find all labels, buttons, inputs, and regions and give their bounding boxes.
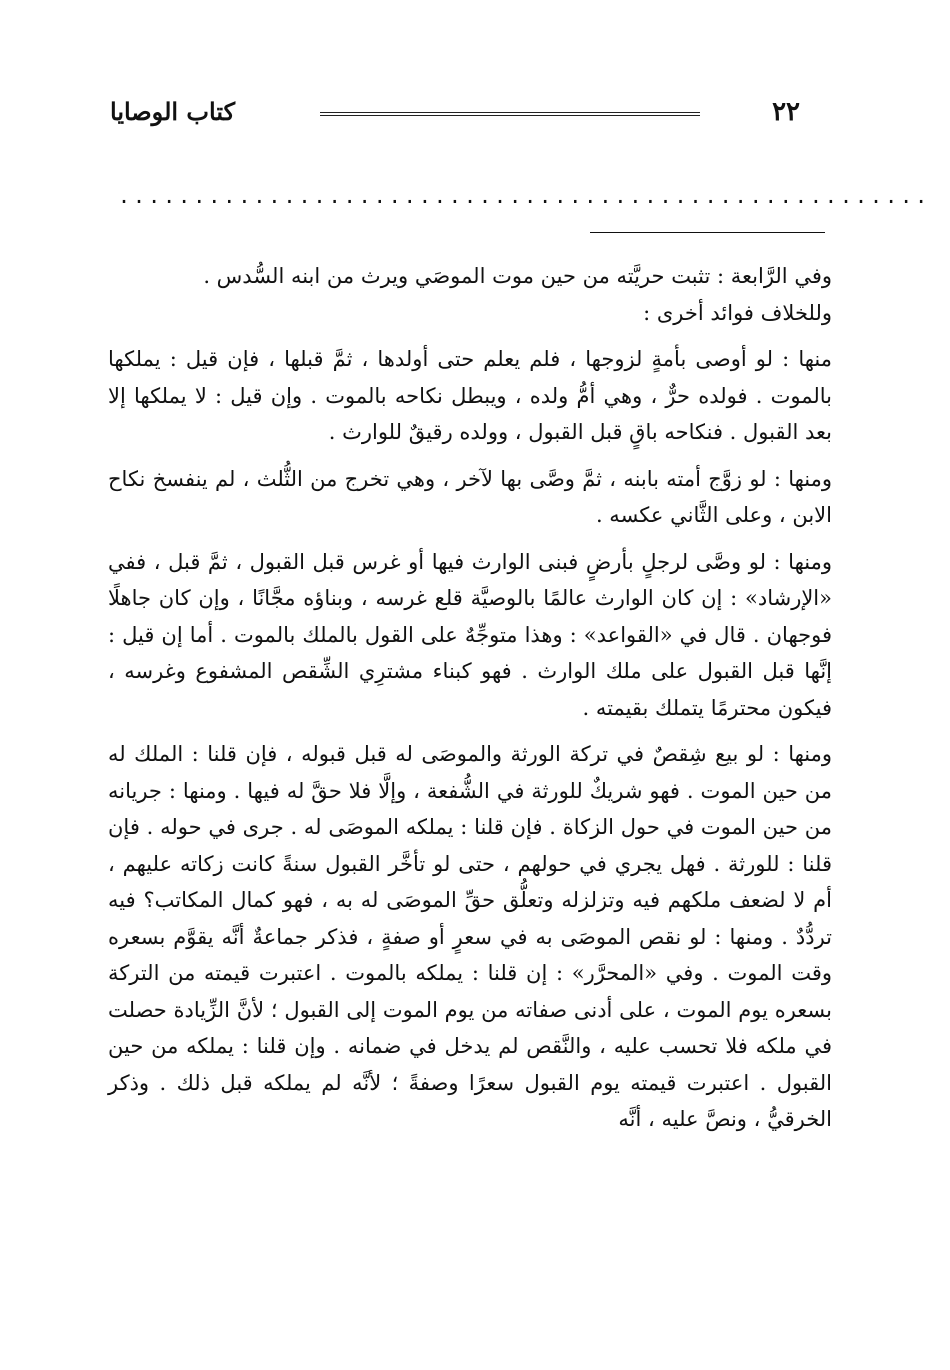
paragraph: ومنها : لو زوَّج أمته بابنه ، ثمَّ وصَّى بها لآخر ، وهي تخرج من الثُّلث ، لم ينفسخ نكاح الابن ، وعلى الثَّاني عكسه . — [108, 466, 832, 527]
page-header — [110, 92, 800, 132]
book-title: كتاب الوصايا — [110, 97, 235, 126]
page-number: ٢٢ — [772, 97, 800, 127]
paragraph: ومنها : لو وصَّى لرجلٍ بأرضٍ فبنى الوارث فيها أو غرس قبل القبول ، ثمَّ قبل ، ففي «الإرشاد» : إن كان الوارث عالمًا بالوصيَّة قلع غرسه ، وبناؤه مجَّانًا ، وإن كان جاهلًا فوجهان . قال في «القواعد» : وهذا متوجِّهٌ على القول بالملك بالموت . أما إن قيل : إنَّها قبل القبول على ملك الوارث . فهو كبناء مشترِي الشِّقص المشفوع وغرسه ، فيكون محترمًا يتملك بقيمته . — [108, 549, 832, 720]
footnote-rule — [590, 232, 825, 233]
paragraph: وفي الرَّابعة : تثبت حريَّته من حين موت الموصَي ويرث من ابنه السُّدس . — [203, 264, 832, 288]
body-text — [108, 258, 832, 1138]
paragraph: وللخلاف فوائد أخرى : — [643, 300, 832, 325]
paragraph: منها : لو أوصى بأمةٍ لزوجها ، فلم يعلم حتى أولدها ، ثمَّ قبلها ، فإن قيل : يملكها بالموت . فولده حرٌّ ، وهي أمُّ ولده ، ويبطل نكاحه بالموت . وإن قيل : لا يملكها إلا بعد القبول . فنكاحه باقٍ قبل القبول ، وولده رقيقٌ للوارث . — [108, 347, 832, 444]
header-rule — [320, 112, 700, 116]
dotted-separator: ...................................................... — [118, 184, 931, 208]
paragraph: ومنها : لو بيع شِقصٌ في تركة الورثة والموصَى له قبل قبوله ، فإن قلنا : الملك له من حين الموت . فهو شريكٌ للورثة في الشُّفعة ، وإلَّا فلا حقَّ له فيها . ومنها : جريانه من حين الموت في حول الزكاة . فإن قلنا : يملكه الموصَى له . جرى في حوله . فإن قلنا : للورثة . فهل يجري في حولهم ، حتى لو تأخَّر القبول سنةً كانت زكاته عليهم ، أم لا لضعف ملكهم فيه وتزلزله وتعلُّق حقِّ الموصَى له به ، فهو كمال المكاتب؟ فيه تردُّدٌ . ومنها : لو نقص الموصَى به في سعرٍ أو صفةٍ ، فذكر جماعةٌ أنَّه يقوَّم بسعره وقت الموت . وفي «المحرَّر» : إن قلنا : يملكه بالموت . اعتبرت قيمته من التركة بسعره يوم الموت ، على أدنى صفاته من يوم الموت إلى القبول ؛ لأنَّ الزِّيادة حصلت في ملكه فلا تحسب عليه ، والنَّقص لم يدخل في ضمانه . وإن قلنا : يملكه من حين القبول . اعتبرت قيمته يوم القبول سعرًا وصفةً ؛ لأنَّه لم يملكه قبل ذلك . وذكر الخرقيُّ ، ونصَّ عليه ، أنَّه — [108, 742, 832, 1131]
